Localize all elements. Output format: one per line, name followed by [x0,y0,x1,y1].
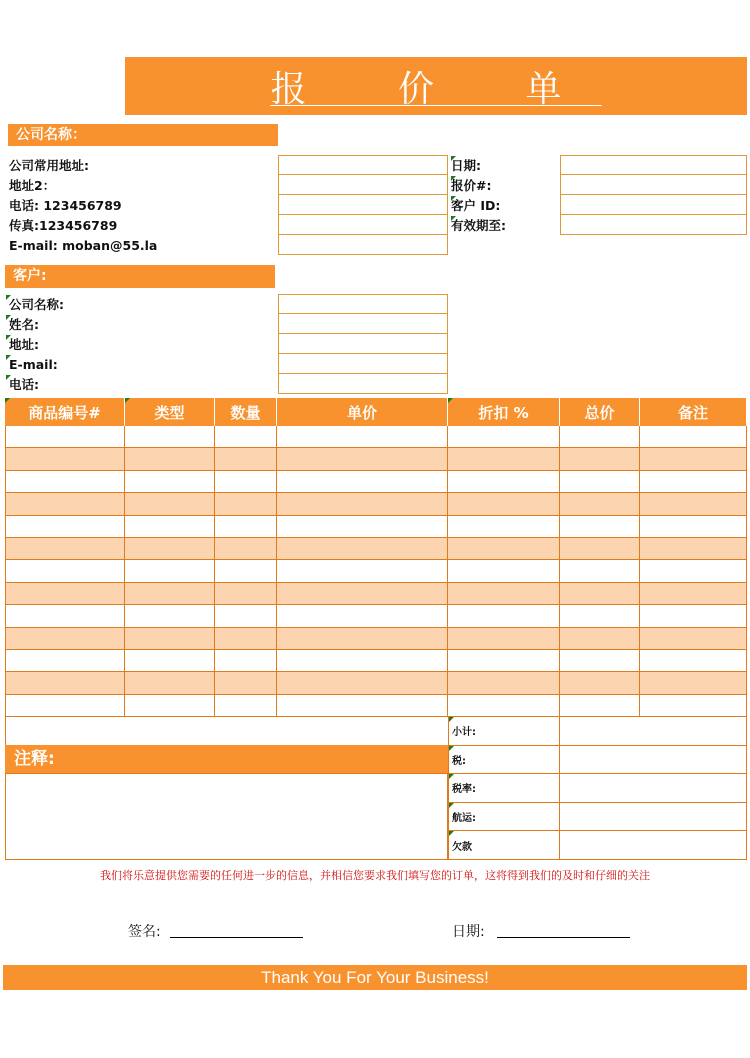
company-fax: 传真:123456789 [9,218,118,233]
table-cell[interactable] [560,628,640,650]
table-cell[interactable] [5,538,125,560]
valid-until-label: 有效期至: [451,216,506,236]
column-header: 总价 [560,398,640,426]
table-cell[interactable] [640,448,747,470]
table-cell[interactable] [448,538,560,560]
summary-label: 航运: [448,803,560,832]
table-cell[interactable] [277,695,448,717]
table-cell[interactable] [560,493,640,515]
table-cell[interactable] [560,560,640,582]
table-cell[interactable] [215,672,277,694]
table-cell[interactable] [640,538,747,560]
table-cell[interactable] [640,493,747,515]
table-cell[interactable] [448,426,560,448]
table-cell[interactable] [560,538,640,560]
summary-value[interactable] [560,803,747,832]
quote-field-1[interactable] [560,175,747,195]
table-cell[interactable] [215,650,277,672]
table-cell[interactable] [448,672,560,694]
table-cell[interactable] [277,628,448,650]
sign-date-line[interactable] [497,937,630,938]
table-cell[interactable] [277,605,448,627]
table-cell[interactable] [277,538,448,560]
company-field-2[interactable] [278,195,448,215]
table-cell[interactable] [125,560,215,582]
table-cell[interactable] [5,471,125,493]
table-cell[interactable] [125,628,215,650]
customer-company-label: 公司名称: [6,295,64,315]
table-cell[interactable] [215,448,277,470]
table-cell[interactable] [125,695,215,717]
table-cell[interactable] [448,605,560,627]
table-cell[interactable] [277,471,448,493]
table-cell[interactable] [5,695,125,717]
customer-phone-label: 电话: [6,375,64,395]
table-cell[interactable] [448,560,560,582]
signature-line[interactable] [170,937,303,938]
sign-date-label: 日期: [452,924,485,940]
table-cell[interactable] [125,471,215,493]
customer-header: 客户: [5,265,275,288]
table-cell[interactable] [125,672,215,694]
table-cell[interactable] [5,448,125,470]
table-cell[interactable] [640,628,747,650]
table-cell[interactable] [640,672,747,694]
notes-header: 注释: [5,745,448,773]
table-cell[interactable] [5,628,125,650]
table-cell[interactable] [5,516,125,538]
table-cell[interactable] [125,650,215,672]
table-cell[interactable] [640,471,747,493]
table-cell[interactable] [560,471,640,493]
table-cell[interactable] [277,516,448,538]
summary-value[interactable] [560,774,747,803]
table-cell[interactable] [5,605,125,627]
company-header: 公司名称： [8,124,278,146]
table-cell[interactable] [448,583,560,605]
table-cell[interactable] [640,695,747,717]
quote-fields [560,155,747,235]
summary-label: 税: [448,746,560,775]
table-cell[interactable] [5,583,125,605]
company-field-4[interactable] [278,235,448,255]
table-cell[interactable] [640,560,747,582]
quote-info [451,156,506,236]
summary-value[interactable] [560,831,747,860]
column-header: 折扣 % [448,398,560,426]
table-cell[interactable] [5,560,125,582]
table-cell[interactable] [277,650,448,672]
table-cell[interactable] [640,650,747,672]
company-address: 公司常用地址: [9,158,89,173]
table-cell[interactable] [215,583,277,605]
customer-id-label: 客户 ID: [451,196,506,216]
company-address2: 地址2： [9,178,56,193]
table-cell[interactable] [125,538,215,560]
closing-message: 我们将乐意提供您需要的任何进一步的信息，并相信您要求我们填写您的订单，这将得到我们的及时和仔细的关注 [100,869,650,882]
table-cell[interactable] [125,516,215,538]
table-cell[interactable] [215,628,277,650]
table-cell[interactable] [125,605,215,627]
table-cell[interactable] [448,471,560,493]
customer-email-label: E-mail: [6,355,64,375]
table-cell[interactable] [215,560,277,582]
summary-value[interactable] [560,746,747,775]
table-cell[interactable] [277,560,448,582]
table-cell[interactable] [215,516,277,538]
spacer-cell [5,717,448,745]
notes-input[interactable] [5,773,448,860]
table-cell[interactable] [277,493,448,515]
table-cell[interactable] [215,471,277,493]
table-cell[interactable] [125,426,215,448]
customer-name-label: 姓名: [6,315,64,335]
summary-label: 欠款 [448,831,560,860]
table-cell[interactable] [560,605,640,627]
customer-field-2[interactable] [278,334,448,354]
summary-value[interactable] [560,717,747,746]
customer-info [6,295,64,395]
table-cell[interactable] [560,672,640,694]
table-cell[interactable] [560,695,640,717]
customer-fields [278,294,448,394]
company-field-1[interactable] [278,175,448,195]
signature-label: 签名: [128,924,161,940]
table-cell[interactable] [560,583,640,605]
quote-field-3[interactable] [560,215,747,235]
table-cell[interactable] [215,605,277,627]
table-cell[interactable] [448,650,560,672]
customer-field-4[interactable] [278,374,448,394]
quote-number-label: 报价#: [451,176,506,196]
table-cell[interactable] [215,538,277,560]
table-cell[interactable] [215,493,277,515]
table-cell[interactable] [448,493,560,515]
table-cell[interactable] [448,695,560,717]
table-cell[interactable] [448,448,560,470]
table-cell[interactable] [448,516,560,538]
table-cell[interactable] [560,650,640,672]
column-header: 商品编号# [5,398,125,426]
company-email: E-mail: moban@55.la [9,238,158,253]
table-cell[interactable] [125,448,215,470]
company-info [9,156,157,256]
company-field-0[interactable] [278,155,448,175]
table-cell[interactable] [215,426,277,448]
column-header: 备注 [640,398,747,426]
table-cell[interactable] [277,583,448,605]
column-header: 单价 [277,398,448,426]
table-cell[interactable] [277,448,448,470]
table-cell[interactable] [277,426,448,448]
table-cell[interactable] [640,583,747,605]
date-label: 日期: [451,156,506,176]
customer-field-0[interactable] [278,294,448,314]
company-fields [278,155,448,255]
table-cell[interactable] [448,628,560,650]
column-header: 数量 [215,398,277,426]
table-cell[interactable] [5,650,125,672]
summary-label: 税率: [448,774,560,803]
table-cell[interactable] [125,493,215,515]
table-cell[interactable] [560,426,640,448]
page-title: 报 价 单 [125,57,747,115]
quote-field-0[interactable] [560,155,747,175]
table-cell[interactable] [125,583,215,605]
table-cell[interactable] [5,672,125,694]
company-field-3[interactable] [278,215,448,235]
company-phone: 电话: 123456789 [9,198,122,213]
customer-address-label: 地址: [6,335,64,355]
table-cell[interactable] [560,516,640,538]
customer-field-1[interactable] [278,314,448,334]
table-cell[interactable] [215,695,277,717]
footer-banner: Thank You For Your Business! [3,965,747,990]
table-cell[interactable] [640,426,747,448]
table-cell[interactable] [640,605,747,627]
table-cell[interactable] [560,448,640,470]
summary-label: 小计: [448,717,560,746]
table-cell[interactable] [5,426,125,448]
table-cell[interactable] [5,493,125,515]
quote-field-2[interactable] [560,195,747,215]
table-cell[interactable] [277,672,448,694]
customer-field-3[interactable] [278,354,448,374]
table-cell[interactable] [640,516,747,538]
column-header: 类型 [125,398,215,426]
